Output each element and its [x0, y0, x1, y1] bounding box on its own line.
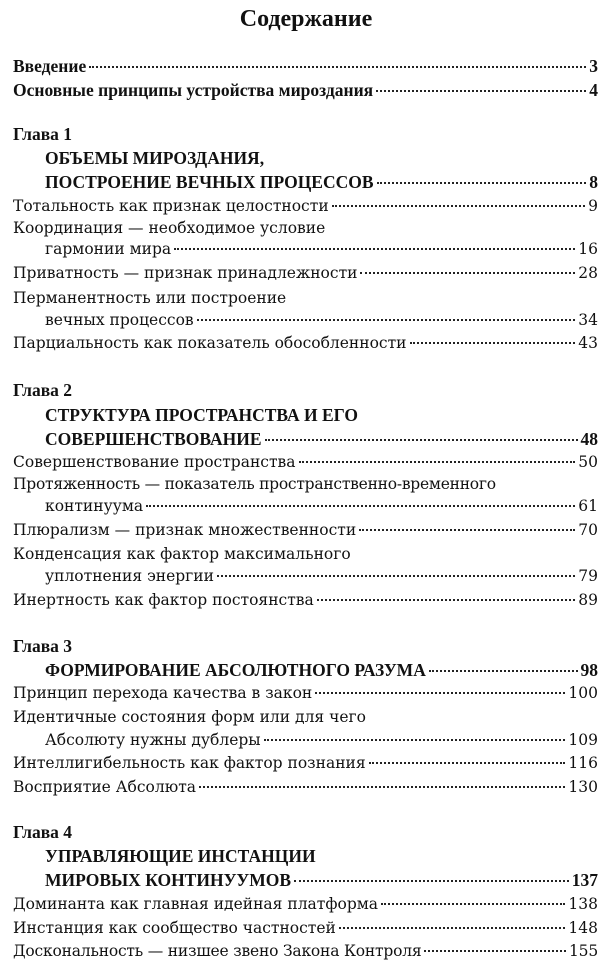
toc-entry-title: Идентичные состояния форм или для чего [13, 708, 367, 726]
toc-entry[interactable] [13, 942, 598, 966]
leader-dots [146, 505, 575, 507]
chapter-heading-line: СТРУКТУРА ПРОСТРАНСТВА И ЕГО [45, 405, 358, 425]
leader-dots [265, 439, 578, 441]
toc-page-number: 48 [580, 429, 598, 449]
toc-entry-title: континуума [45, 497, 144, 515]
leader-dots [410, 342, 576, 344]
chapter-heading-line: МИРОВЫХ КОНТИНУУМОВ [45, 870, 292, 890]
toc-entry-title: Протяженность — показатель пространственно-временного [13, 475, 496, 493]
toc-page-number: 9 [588, 197, 598, 215]
leader-dots [174, 248, 575, 250]
toc-entry-title: Абсолюту нужны дублеры [45, 731, 261, 749]
chapter-label: Глава 4 [13, 822, 73, 842]
toc-entry[interactable] [13, 895, 598, 919]
leader-dots [299, 461, 576, 463]
toc-entry-title: Основные принципы устройства мироздания [13, 80, 374, 100]
toc-page-number: 100 [568, 684, 598, 702]
leader-dots [264, 739, 566, 741]
toc-page-number: 4 [589, 80, 598, 100]
chapter-heading-line: ОБЪЕМЫ МИРОЗДАНИЯ, [45, 148, 265, 168]
toc-page-number: 138 [568, 895, 598, 913]
toc-entry[interactable] [13, 545, 598, 569]
leader-dots [217, 575, 575, 577]
toc-entry-continuation[interactable] [13, 497, 598, 521]
toc-entry[interactable] [13, 334, 598, 358]
leader-dots [429, 670, 578, 672]
toc-entry-continuation[interactable] [13, 311, 598, 335]
chapter-heading[interactable] [13, 846, 598, 870]
toc-entry-title: Координация — необходимое условие [13, 219, 326, 237]
toc-page-number: 8 [589, 172, 598, 192]
toc-page-number: 148 [568, 919, 598, 937]
leader-dots [89, 66, 586, 68]
toc-entry[interactable] [13, 264, 598, 288]
toc-page-number: 3 [589, 56, 598, 76]
toc-page-number: 28 [578, 264, 598, 282]
toc-entry[interactable] [13, 754, 598, 778]
toc-entry[interactable] [13, 521, 598, 545]
toc-entry-continuation[interactable] [13, 240, 598, 264]
toc-entry-title: вечных процессов [45, 311, 194, 329]
toc-entry[interactable] [13, 197, 598, 221]
chapter-heading[interactable] [13, 870, 598, 894]
toc-entry-title: Перманентность или построение [13, 289, 287, 307]
toc-entry-title: Восприятие Абсолюта [13, 778, 197, 796]
page-title: Содержание [239, 6, 373, 32]
chapter-heading[interactable] [13, 172, 598, 196]
leader-dots [332, 205, 585, 207]
toc-page-number: 130 [568, 778, 598, 796]
leader-dots [376, 90, 586, 92]
leader-dots [294, 880, 569, 882]
toc-entry[interactable] [13, 778, 598, 802]
toc-page-number: 89 [578, 591, 598, 609]
toc-entry[interactable] [13, 56, 598, 80]
leader-dots [197, 319, 576, 321]
toc-entry-title: Интеллигибельность как фактор познания [13, 754, 366, 772]
toc-entry-title: Доскональность — низшее звено Закона Контроля [13, 942, 422, 960]
toc-entry[interactable] [13, 475, 598, 499]
toc-page-number: 79 [578, 567, 598, 585]
toc-entry-title: Парциальность как показатель обособленности [13, 334, 407, 352]
leader-dots [339, 927, 566, 929]
toc-page-number: 98 [580, 660, 598, 680]
toc-page-number: 16 [578, 240, 598, 258]
toc-entry-title: Введение [13, 56, 87, 76]
toc-entry-continuation[interactable] [13, 731, 598, 755]
toc-page-number: 109 [568, 731, 598, 749]
chapter-heading[interactable] [13, 148, 598, 172]
toc-entry-title: Плюрализм — признак множественности [13, 521, 357, 539]
toc-entry[interactable] [13, 591, 598, 615]
toc-entry-title: гармонии мира [45, 240, 172, 258]
toc-page-number: 43 [578, 334, 598, 352]
chapter-label: Глава 3 [13, 636, 73, 656]
toc-entry-title: Конденсация как фактор максимального [13, 545, 351, 563]
leader-dots [359, 529, 575, 531]
toc-page-number: 70 [578, 521, 598, 539]
toc-entry[interactable] [13, 80, 598, 104]
leader-dots [315, 692, 565, 694]
leader-dots [360, 272, 575, 274]
toc-entry-title: Тотальность как признак целостности [13, 197, 329, 215]
toc-entry-continuation[interactable] [13, 567, 598, 591]
toc-entry-title: уплотнения энергии [45, 567, 214, 585]
leader-dots [381, 903, 565, 905]
chapter-heading-line: УПРАВЛЯЮЩИЕ ИНСТАНЦИИ [45, 846, 316, 866]
chapter-heading[interactable] [13, 660, 598, 684]
toc-entry[interactable] [13, 289, 598, 313]
toc-page-number: 50 [578, 453, 598, 471]
chapter-heading-line: ФОРМИРОВАНИЕ АБСОЛЮТНОГО РАЗУМА [45, 660, 426, 680]
toc-entry[interactable] [13, 453, 598, 477]
leader-dots [369, 762, 566, 764]
toc-entry-title: Инстанция как сообщество частностей [13, 919, 336, 937]
toc-page-number: 137 [571, 870, 598, 890]
chapter-label: Глава 2 [13, 380, 73, 400]
toc-entry[interactable] [13, 708, 598, 732]
toc-entry-title: Приватность — признак принадлежности [13, 264, 358, 282]
toc-page-number: 155 [569, 942, 598, 960]
chapter-heading[interactable] [13, 405, 598, 429]
chapter-heading-line: ПОСТРОЕНИЕ ВЕЧНЫХ ПРОЦЕССОВ [45, 172, 374, 192]
toc-page-number: 34 [578, 311, 598, 329]
chapter-heading-line: СОВЕРШЕНСТВОВАНИЕ [45, 429, 262, 449]
chapter-heading[interactable] [13, 429, 598, 453]
leader-dots [199, 786, 565, 788]
chapter-label: Глава 1 [13, 124, 73, 144]
toc-entry-title: Инертность как фактор постоянства [13, 591, 314, 609]
leader-dots [377, 182, 587, 184]
toc-entry-title: Принцип перехода качества в закон [13, 684, 313, 702]
toc-entry[interactable] [13, 684, 598, 708]
leader-dots [317, 599, 576, 601]
toc-entry[interactable] [13, 919, 598, 943]
toc-page-number: 61 [578, 497, 598, 515]
toc-entry-title: Доминанта как главная идейная платформа [13, 895, 379, 913]
toc-page-number: 116 [568, 754, 598, 772]
toc-entry-title: Совершенствование пространства [13, 453, 296, 471]
leader-dots [424, 950, 566, 952]
